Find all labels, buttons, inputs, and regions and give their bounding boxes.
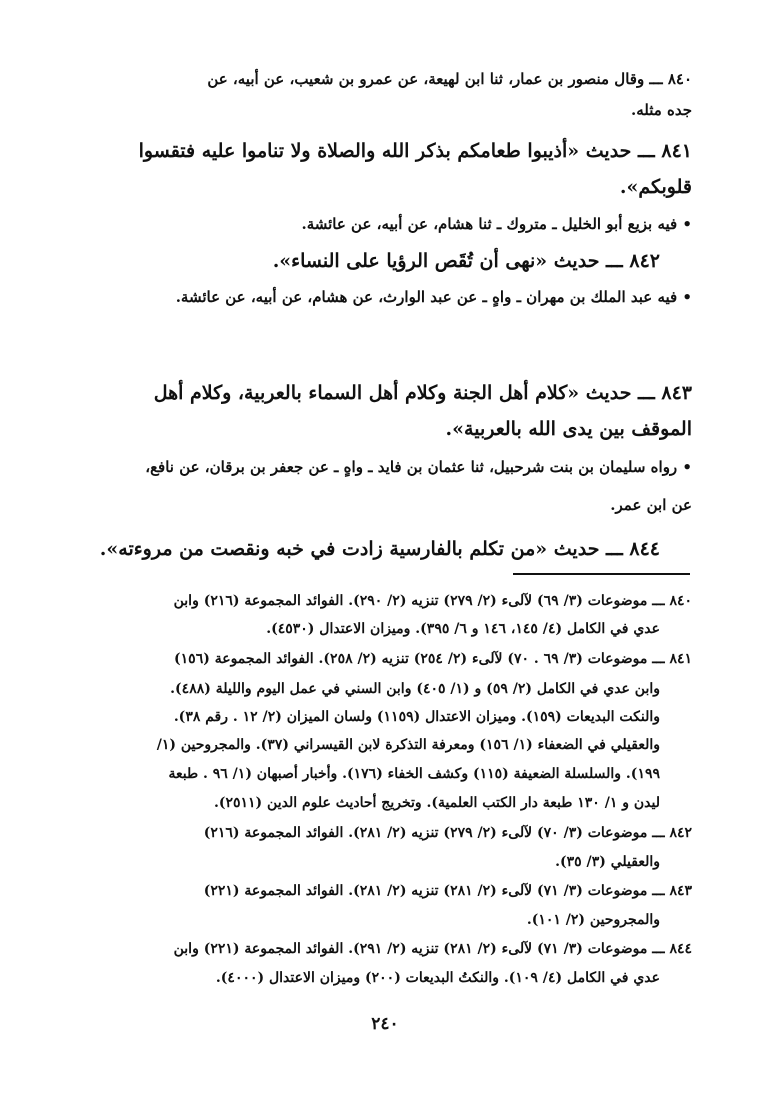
entry-844-heading: ٨٤٤ ـــ حديث «من تكلم بالفارسية زادت في خبه ونقصت من مروءته».: [99, 538, 660, 560]
entry-840-line-1: ٨٤٠ ـــ وقال منصور بن عمار، ثنا ابن لهيعة، عن عمرو بن شعيب، عن أبيه، عن: [207, 70, 692, 88]
entry-840-line-2: جده مثله.: [630, 101, 692, 119]
entry-842-note: • فيه عبد الملك بن مهران ـ واهٍ ـ عن عبد الوارث، عن هشام، عن أبيه، عن عائشة.: [175, 288, 692, 306]
entry-843-heading-line-2: الموقف بين يدى الله بالعربية».: [445, 418, 692, 440]
footnote-841-line-6: ليدن و ١/ ١٣٠ طبعة دار الكتب العلمية). وتخريج أحاديث علوم الدين (٢٥١١).: [213, 795, 660, 811]
entry-841-heading-line-1: ٨٤١ ـــ حديث «أذيبوا طعامكم بذكر الله والصلاة ولا تناموا عليه فتقسوا: [138, 140, 692, 162]
footnote-842-line-1: ٨٤٢ ـــ موضوعات (٣/ ٧٠) لآلىء (٢/ ٢٧٩) تنزيه (٢/ ٢٨١). الفوائد المجموعة (٢١٦): [203, 825, 692, 841]
entry-843-note-line-2: عن ابن عمر.: [610, 496, 692, 514]
footnote-841-line-2: وابن عدي في الكامل (٢/ ٥٩) و (١/ ٤٠٥) وابن السني في عمل اليوم والليلة (٤٨٨).: [170, 681, 660, 697]
footnote-842-line-2: والعقيلي (٣/ ٣٥).: [555, 854, 660, 870]
footnote-844-line-1: ٨٤٤ ـــ موضوعات (٣/ ٧١) لآلىء (٢/ ٢٨١) تنزيه (٢/ ٢٩١). الفوائد المجموعة (٢٢١) وابن: [173, 941, 692, 957]
footnote-841-line-4: والعقيلي في الضعفاء (١/ ١٥٦) ومعرفة التذكرة لابن القيسراني (٣٧). والمجروحين (١/: [156, 737, 660, 753]
footnote-841-line-3: والنكت البديعات (١٥٩). وميزان الاعتدال (١١٥٩) ولسان الميزان (٢/ ١٢ . رقم ٣٨).: [173, 709, 660, 725]
footnote-844-line-2: عدي في الكامل (٤/ ١٠٩). والنكتُ البديعات (٢٠٠) وميزان الاعتدال (٤٠٠٠).: [215, 970, 660, 986]
entry-841-heading-line-2: قلوبكم».: [619, 176, 692, 198]
entry-843-note-line-1: • رواه سليمان بن بنت شرحبيل، ثنا عثمان بن فايد ـ واهٍ ـ عن جعفر بن برقان، عن نافع،: [145, 458, 692, 476]
entry-841-note: • فيه بزيع أبو الخليل ـ متروك ـ ثنا هشام، عن أبيه، عن عائشة.: [301, 215, 692, 233]
entry-842-heading: ٨٤٢ ـــ حديث «نهى أن تُقَص الرؤيا على النساء».: [272, 250, 660, 272]
footnote-843-line-1: ٨٤٣ ـــ موضوعات (٣/ ٧١) لآلىء (٢/ ٢٨١) تنزيه (٢/ ٢٨١). الفوائد المجموعة (٢٢١): [203, 883, 692, 899]
footnote-840-line-2: عدي في الكامل (٤/ ١٤٥، ١٤٦ و ٦/ ٣٩٥). وميزان الاعتدال (٤٥٣٠).: [266, 621, 660, 637]
entry-843-heading-line-1: ٨٤٣ ـــ حديث «كلام أهل الجنة وكلام أهل السماء بالعربية، وكلام أهل: [153, 382, 692, 404]
page-number: ٢٤٠: [371, 1014, 399, 1034]
footnote-840-line-1: ٨٤٠ ـــ موضوعات (٣/ ٦٩) لآلىء (٢/ ٢٧٩) تنزيه (٢/ ٢٩٠). الفوائد المجموعة (٢١٦) وابن: [173, 593, 692, 609]
footnote-843-line-2: والمجروحين (٢/ ١٠١).: [526, 912, 660, 928]
footnote-841-line-5: ١٩٩). والسلسلة الضعيفة (١١٥) وكشف الخفاء (١٧٦). وأخبار أصبهان (١/ ٩٦ . طبعة: [168, 766, 660, 782]
footnote-separator: [513, 573, 690, 575]
footnote-841-line-1: ٨٤١ ـــ موضوعات (٣/ ٦٩ . ٧٠) لآلىء (٢/ ٢٥٤) تنزيه (٢/ ٢٥٨). الفوائد المجموعة (١٥٦): [174, 651, 692, 667]
